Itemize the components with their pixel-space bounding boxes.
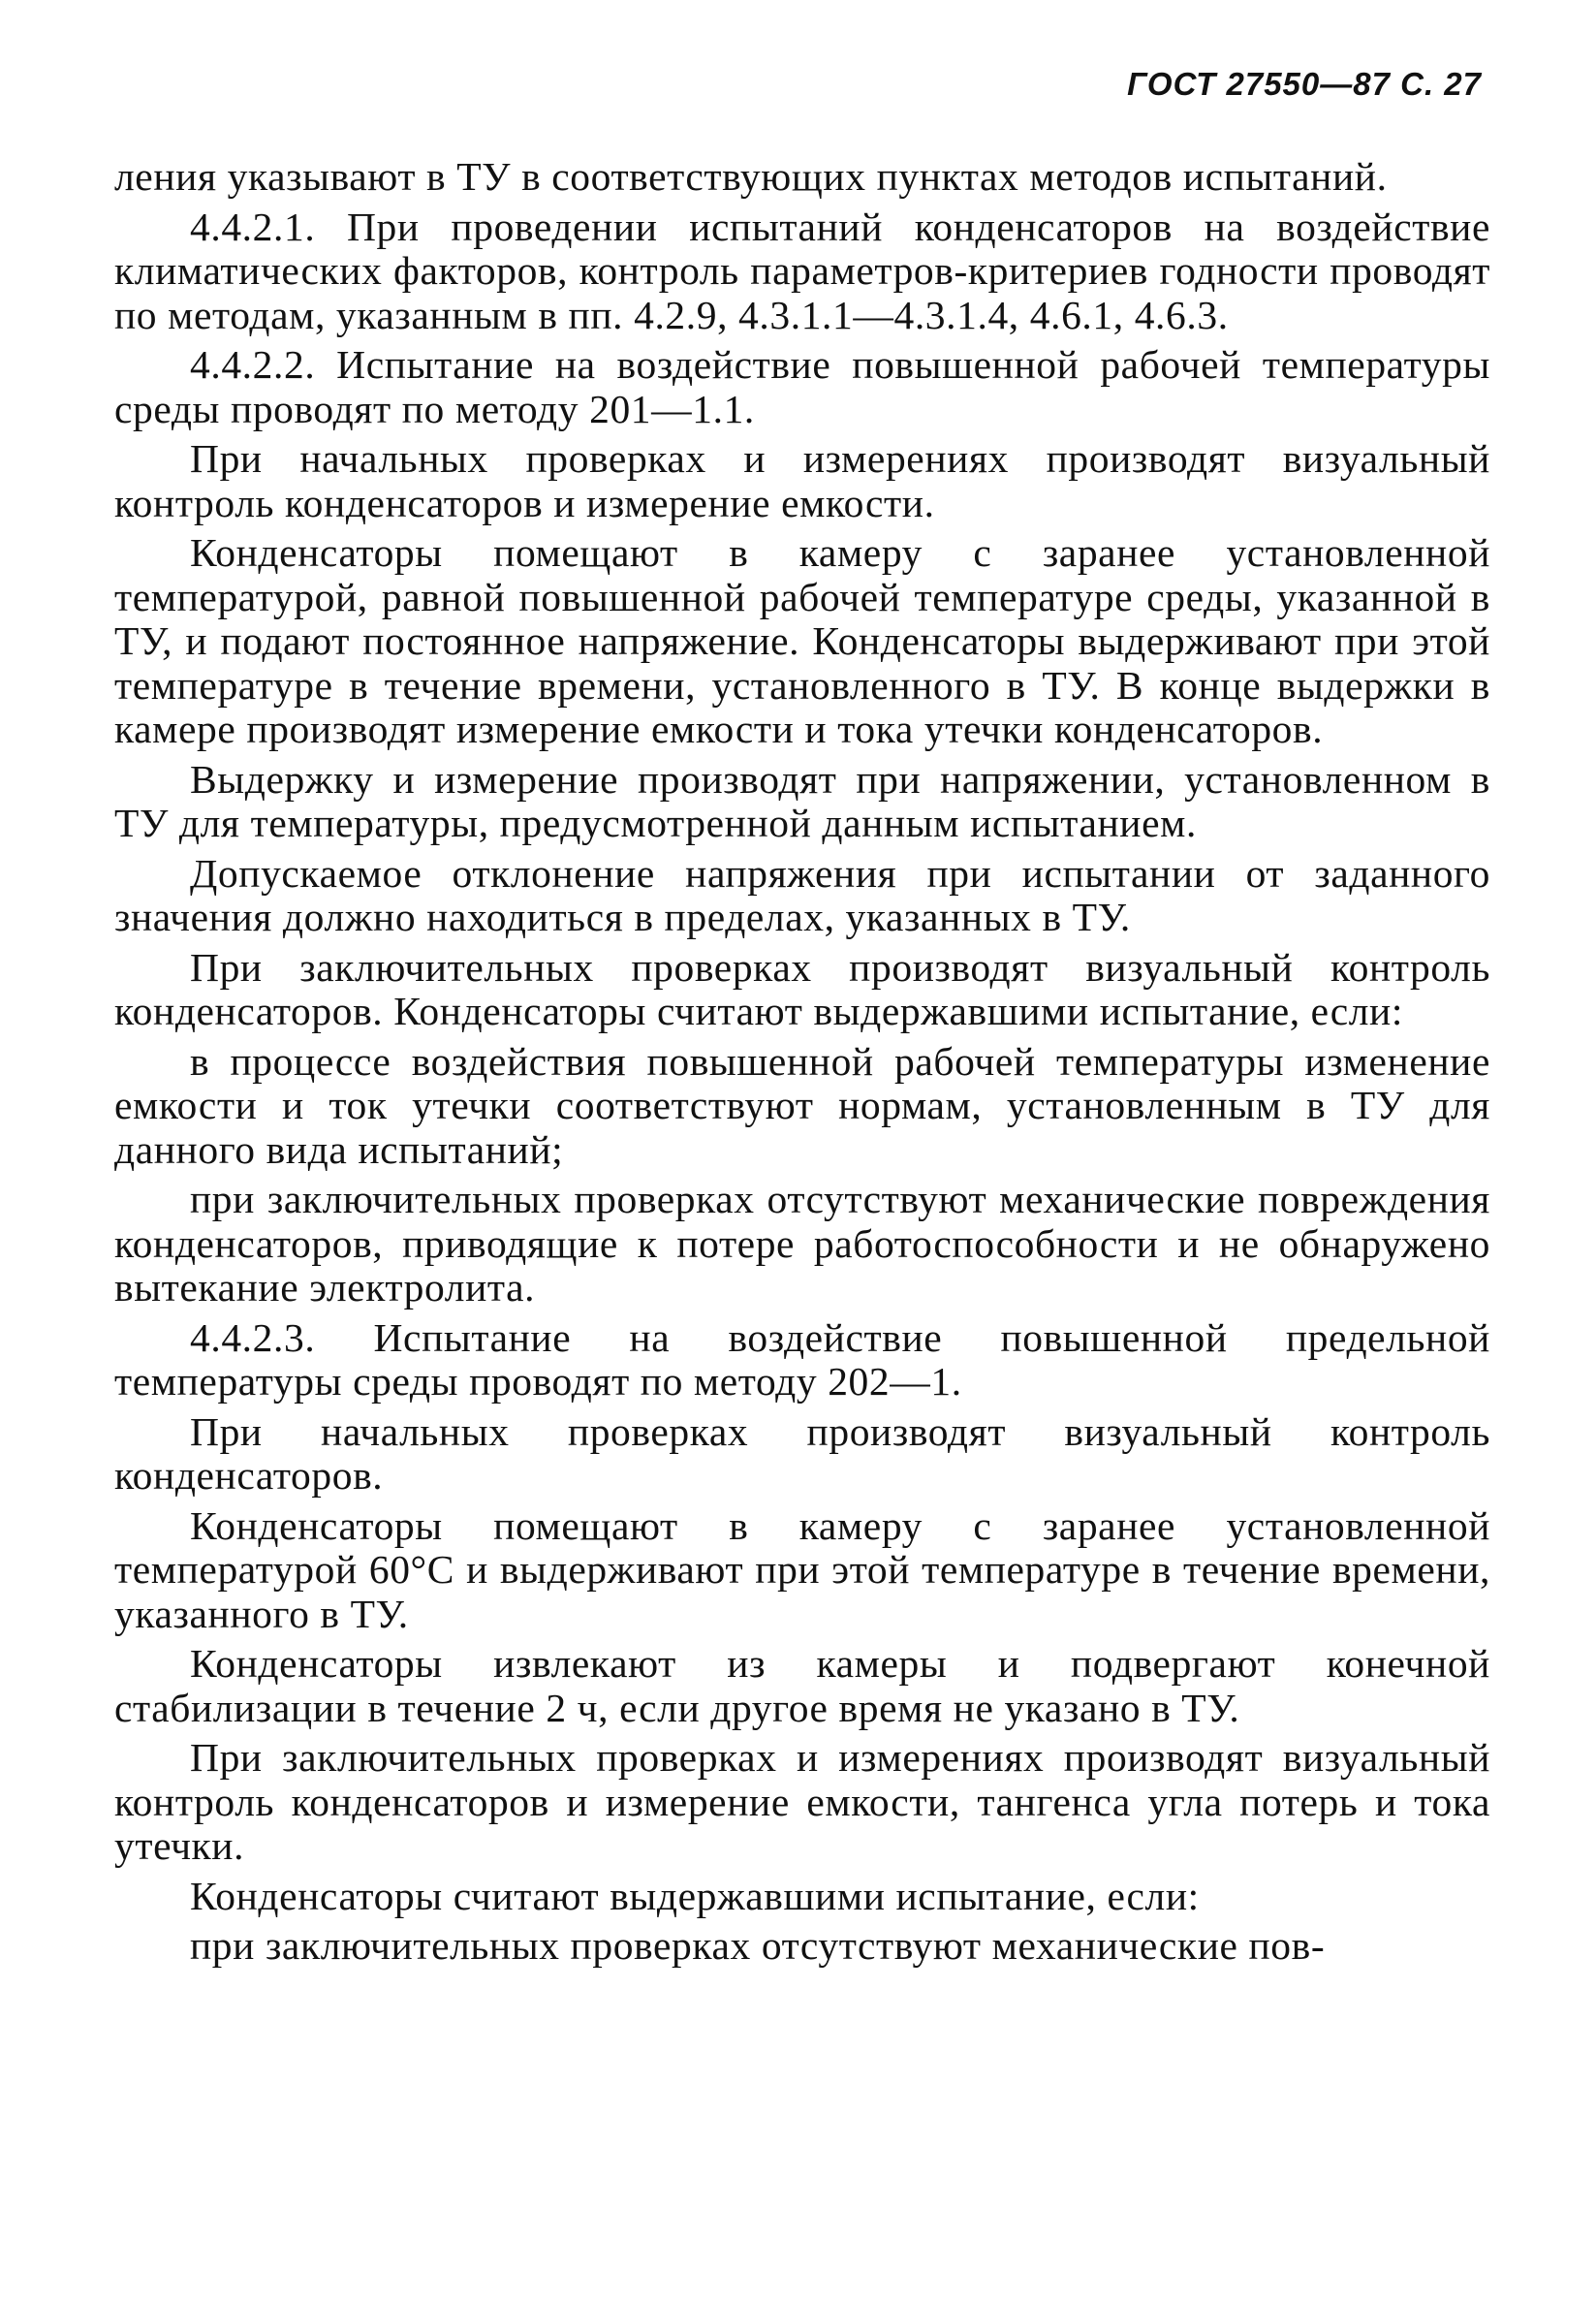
paragraph: Допускаемое отклонение напряжения при испытании от заданного значения должно находиться в пределах, указанных в ТУ. xyxy=(114,850,1490,939)
paragraph-last: при заключительных проверках отсутствуют механические пов- xyxy=(190,1923,1326,1968)
paragraph: При начальных проверках производят визуальный контроль конденсаторов. xyxy=(114,1408,1490,1498)
paragraph: Конденсаторы помещают в камеру с заранее установленной температурой 60°С и выдерживают при этой температуре в течение времени, указанного в ТУ. xyxy=(114,1502,1490,1636)
clause-4-4-2-1: 4.4.2.1. При проведении испытаний конденсаторов на воздействие климатических факторов, контроль параметров-критериев годности проводят по методам, указанным в пп. 4.2.9, 4.3.1.1—4.3.1.4, 4.6.1, 4.6.3. xyxy=(114,204,1490,337)
paragraph: При начальных проверках и измерениях производят визуальный контроль конденсаторов и измерение емкости. xyxy=(114,436,1490,525)
paragraph: Конденсаторы извлекают из камеры и подвергают конечной стабилизации в течение 2 ч, если другое время не указано в ТУ. xyxy=(114,1641,1490,1730)
running-header: ГОСТ 27550—87 С. 27 xyxy=(1127,66,1482,102)
body-text xyxy=(114,155,1490,1974)
paragraph: Выдержку и измерение производят при напряжении, установленном в ТУ для температуры, предусмотренной данным испытанием. xyxy=(114,756,1490,845)
paragraph: Конденсаторы помещают в камеру с заранее установленной температурой, равной повышенной рабочей температуре среды, указанной в ТУ, и подают постоянное напряжение. Конденсаторы выдерживают при этой температуре в течение времени, установленного в ТУ. В конце выдержки в камере производят измерение емкости и тока утечки конденсаторов. xyxy=(114,530,1490,751)
paragraph: Конденсаторы считают выдержавшими испытание, если: xyxy=(190,1873,1200,1918)
paragraph: При заключительных проверках и измерениях производят визуальный контроль конденсаторов и измерение емкости, тангенса угла потерь и тока утечки. xyxy=(114,1735,1490,1868)
clause-4-4-2-3: 4.4.2.3. Испытание на воздействие повышенной предельной температуры среды проводят по методу 202—1. xyxy=(114,1314,1490,1404)
clause-4-4-2-2: 4.4.2.2. Испытание на воздействие повышенной рабочей температуры среды проводят по методу 201—1.1. xyxy=(114,342,1490,431)
paragraph: При заключительных проверках производят визуальный контроль конденсаторов. Конденсаторы считают выдержавшими испытание, если: xyxy=(114,944,1490,1033)
paragraph: в процессе воздействия повышенной рабочей температуры изменение емкости и ток утечки соответствуют нормам, установленным в ТУ для данного вида испытаний; xyxy=(114,1038,1490,1172)
paragraph: при заключительных проверках отсутствуют механические повреждения конденсаторов, приводящие к потере работоспособности и не обнаружено вытекание электролита. xyxy=(114,1177,1490,1310)
paragraph-continuation: ления указывают в ТУ в соответствующих пунктах методов испытаний. xyxy=(114,154,1388,199)
